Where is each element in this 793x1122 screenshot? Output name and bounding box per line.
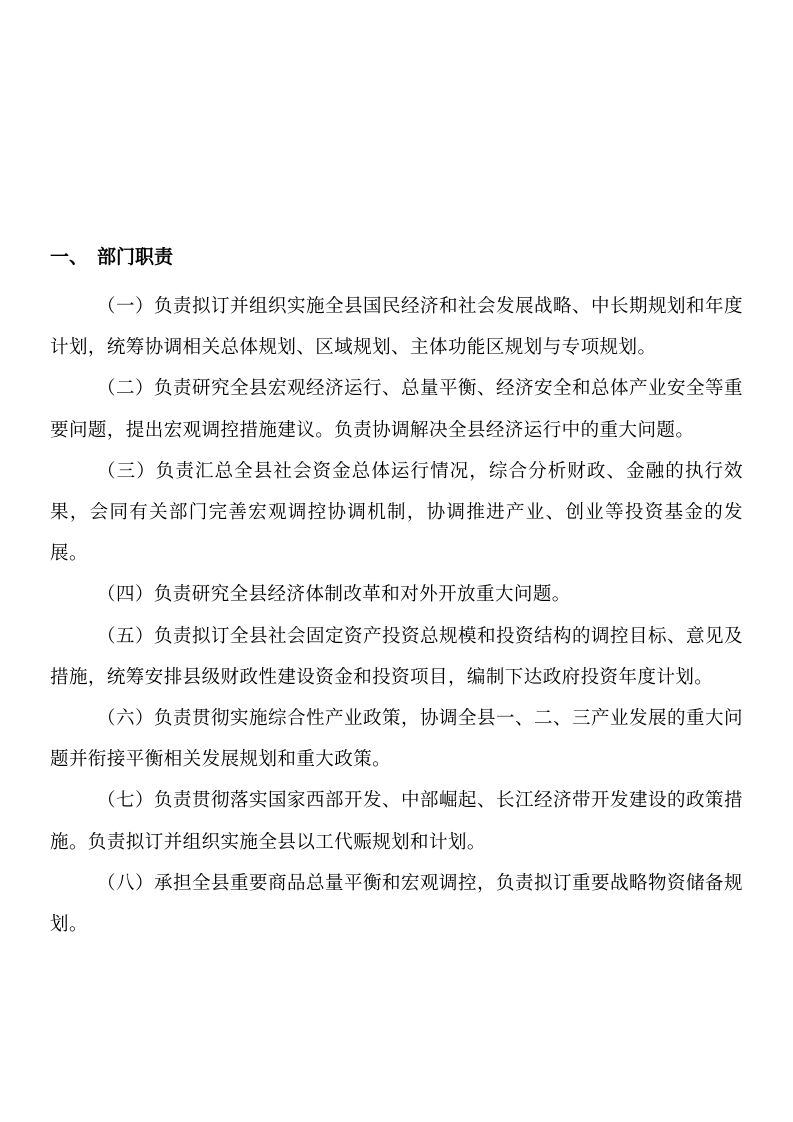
section-number: 一、 (50, 246, 89, 268)
section-title: 部门职责 (97, 246, 174, 268)
duty-paragraph-3: （三）负责汇总全县社会资金总体运行情况，综合分析财政、金融的执行效果，会同有关部门完善宏观调控协调机制，协调推进产业、创业等投资基金的发展。 (50, 460, 743, 565)
section-heading (50, 243, 173, 271)
duty-paragraph-7: （七）负责贯彻落实国家西部开发、中部崛起、长江经济带开发建设的政策措施。负责拟订并组织实施全县以工代赈规划和计划。 (50, 790, 743, 853)
duty-paragraph-5: （五）负责拟订全县社会固定资产投资总规模和投资结构的调控目标、意见及措施，统筹安排县级财政性建设资金和投资项目，编制下达政府投资年度计划。 (50, 625, 743, 688)
duty-paragraph-6: （六）负责贯彻实施综合性产业政策，协调全县一、二、三产业发展的重大问题并衔接平衡相关发展规划和重大政策。 (50, 708, 743, 771)
duties-list (50, 286, 743, 945)
duty-paragraph-8: （八）承担全县重要商品总量平衡和宏观调控，负责拟订重要战略物资储备规划。 (50, 872, 743, 936)
duty-paragraph-4: （四）负责研究全县经济体制改革和对外开放重大问题。 (97, 584, 571, 606)
duty-paragraph-2: （二）负责研究全县宏观经济运行、总量平衡、经济安全和总体产业安全等重要问题，提出宏观调控措施建议。负责协调解决全县经济运行中的重大问题。 (50, 378, 743, 441)
duty-paragraph-1: （一）负责拟订并组织实施全县国民经济和社会发展战略、中长期规划和年度计划，统筹协调相关总体规划、区域规划、主体功能区规划与专项规划。 (50, 296, 743, 359)
